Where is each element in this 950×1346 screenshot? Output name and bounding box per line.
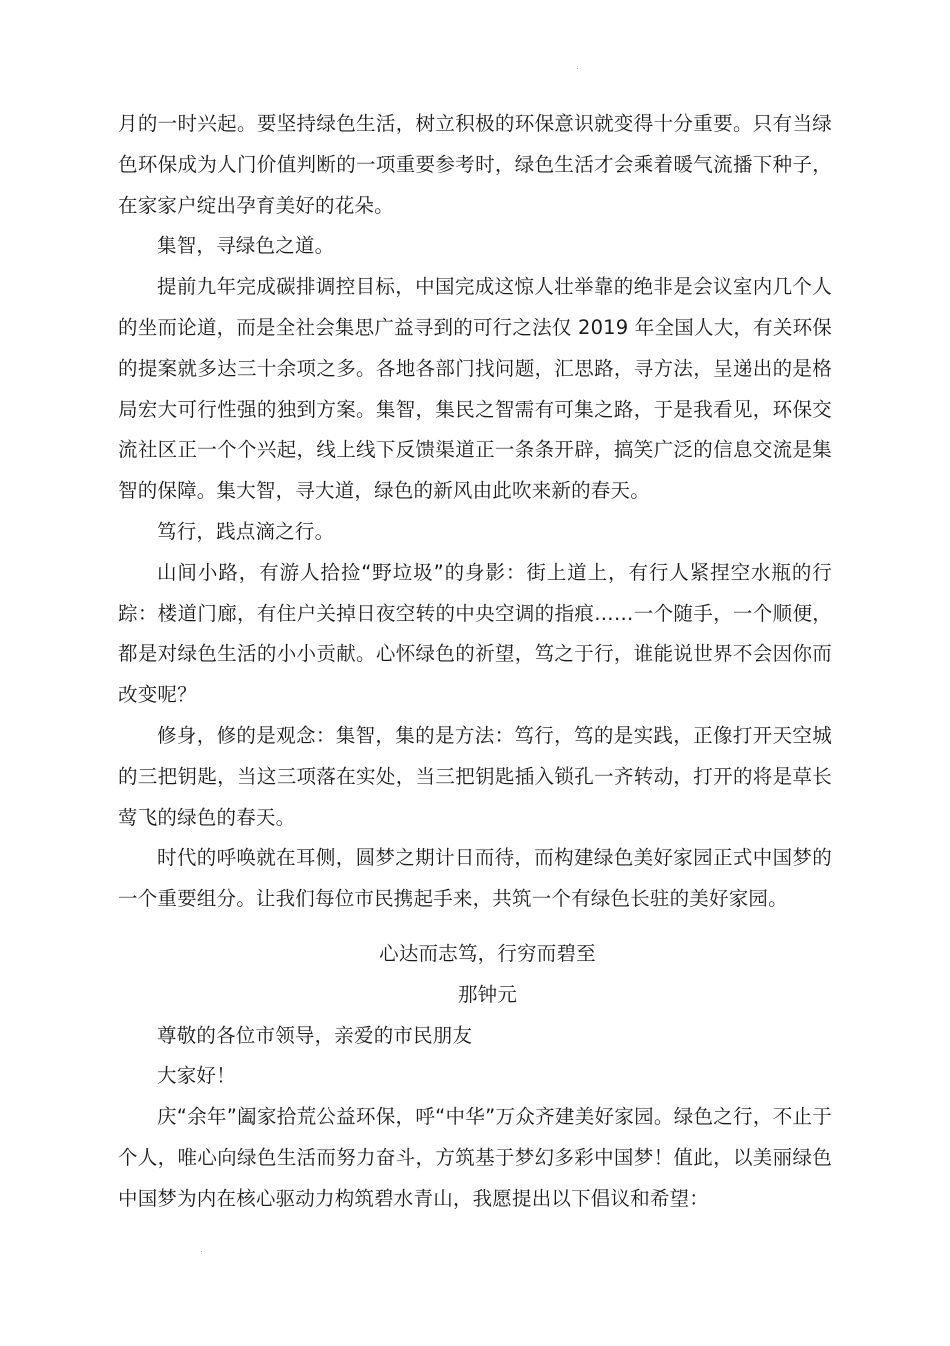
paragraph-continuation: 月的一时兴起。要坚持绿色生活，树立积极的环保意识就变得十分重要。只有当绿色环保成为人门价值判断的一项重要参考时，绿色生活才会乘着暖气流播下种子，在家家户绽出孕育美好的花朵。 xyxy=(118,112,832,217)
document-page xyxy=(118,104,832,1220)
paragraph-duxing: 山间小路，有游人拾捡“野垃圾”的身影：街上道上，有行人紧捏空水瓶的行踪：楼道门廊，有住户关掉日夜空转的中央空调的指痕……一个随手，一个顺便，都是对绿色生活的小小贡献。心怀绿色的祈望，笃之于行，谁能说世界不会因你而改变呢？ xyxy=(118,560,832,707)
scan-speck-bottom xyxy=(201,1251,202,1252)
essay-author: 那钟元 xyxy=(457,982,518,1006)
essay-title: 心达而志笃，行穷而碧至 xyxy=(379,941,596,965)
paragraph-jizhi: 提前九年完成碳排调控目标，中国完成这惊人壮举靠的绝非是会议室内几个人的坐而论道，而是全社会集思广益寻到的可行之法仅 2019 年全国人大，有关环保的提案就多达三十余项之多。各地各部门找问题，汇思路，寻方法，呈递出的是格局宏大可行性强的独到方案。集智，集民之智需有可集之路，于是我看见，环保交流社区正一个个兴起，线上线下反馈渠道正一条条开辟，搞笑广泛的信息交流是集智的保障。集大智，寻大道，绿色的新风由此吹来新的春天。 xyxy=(118,275,832,503)
paragraph-summary: 修身，修的是观念：集智，集的是方法：笃行，笃的是实践，正像打开天空城的三把钥匙，当这三项落在实处，当三把钥匙插入锁孔一齐转动，打开的将是草长莺飞的绿色的春天。 xyxy=(118,723,832,829)
paragraph-conclusion: 时代的呼唤就在耳侧，圆梦之期计日而待，而构建绿色美好家园正式中国梦的一个重要组分。让我们每位市民携起手来，共筑一个有绿色长驻的美好家园。 xyxy=(118,846,832,911)
salutation: 尊敬的各位市领导，亲爱的市民朋友 xyxy=(157,1023,473,1047)
greeting: 大家好！ xyxy=(157,1064,236,1088)
section-heading-jizhi: 集智，寻绿色之道。 xyxy=(157,234,335,258)
section-heading-duxing: 笃行，践点滴之行。 xyxy=(157,519,335,543)
scan-speck-top xyxy=(577,68,578,69)
essay-paragraph-opening: 庆“余年”阖家拾荒公益环保，呼“中华”万众齐建美好家园。绿色之行，不止于个人，唯心向绿色生活而努力奋斗，方筑基于梦幻多彩中国梦！值此，以美丽绿色中国梦为内在核心驱动力构筑碧水青山，我愿提出以下倡议和希望： xyxy=(118,1105,832,1210)
